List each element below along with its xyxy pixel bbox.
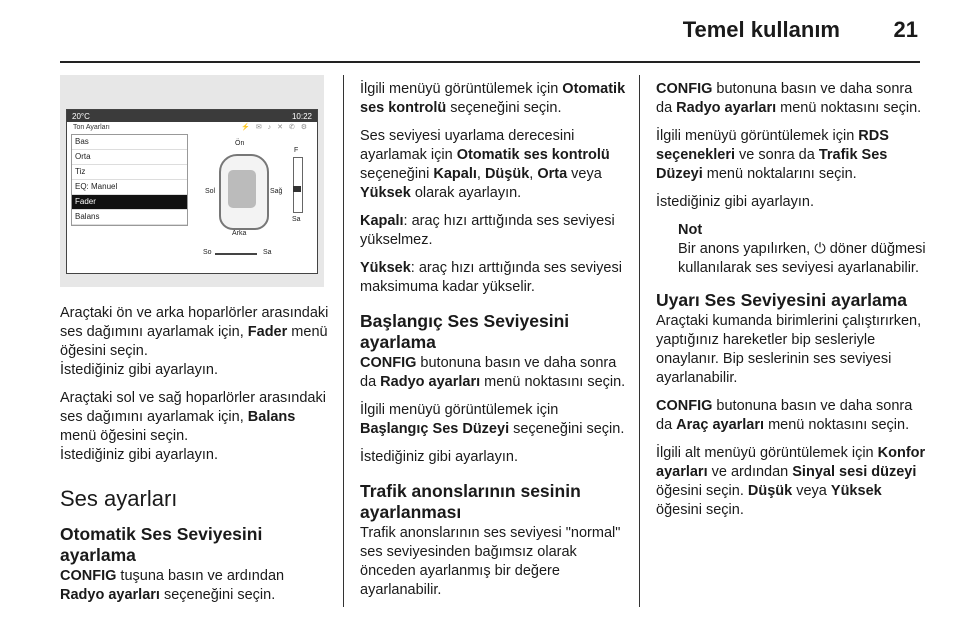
column-2 [360, 80, 628, 609]
subsection-heading: Trafik anonslarının sesinin ayarlanması [360, 481, 581, 522]
right-label: Sağ [270, 188, 283, 195]
status-temperature: 20°C [72, 111, 90, 121]
display-screenshot [60, 75, 324, 287]
status-time: 10:22 [291, 111, 312, 121]
paragraph: İstediğiniz gibi ayarlayın. [656, 194, 814, 210]
page-number: 21 [893, 17, 918, 42]
balance-right-label: Sa [263, 249, 272, 256]
tone-settings-screen [66, 109, 318, 274]
power-knob-icon: ⏻ [814, 241, 826, 257]
balance-left-label: So [203, 249, 212, 256]
paragraph: CONFIG butonuna basın ve daha sonra da Radyo ayarları menü noktasını seçin. [656, 81, 922, 116]
fader-slider[interactable] [293, 157, 303, 213]
paragraph: İlgili alt menüyü görüntülemek için Konfor ayarları ve ardından Sinyal sesi düzeyi öğesini seçin. Düşük veya Yüksek öğesini seçin. [656, 445, 926, 518]
tone-menu [71, 134, 188, 226]
paragraph: Kapalı: araç hızı arttığında ses seviyesi yükselmez. [360, 213, 615, 248]
paragraph: İlgili menüyü görüntülemek için RDS seçenekleri ve sonra da Trafik Ses Düzeyi menü noktalarını seçin. [656, 128, 889, 182]
section-heading: Ses ayarları [60, 486, 178, 511]
fader-rear-label: Sa [292, 216, 301, 223]
subsection-heading: Başlangıç Ses Seviyesini ayarlama [360, 311, 570, 352]
subsection-heading: Uyarı Ses Seviyesini ayarlama [656, 290, 908, 310]
fader-front-label: F [294, 147, 299, 154]
status-icons: ⚡ ✉ ♪ ✕ ✆ ⚙ [241, 124, 309, 131]
paragraph: Trafik anonslarının ses seviyesi "normal" ses seviyesinden bağımsız olarak önceden ayarlanmış bir değere ayarlanabilir. [360, 525, 621, 598]
paragraph: Araçtaki ön ve arka hoparlörler arasındaki ses dağımını ayarlamak için, Fader menü öğesini seçin. İstediğiniz gibi ayarlayın. [60, 305, 329, 378]
subsection-heading: Otomatik Ses Seviyesini ayarlama [60, 524, 263, 565]
paragraph: CONFIG butonuna basın ve daha sonra da Araç ayarları menü noktasını seçin. [656, 398, 913, 433]
paragraph: Araçtaki kumanda birimlerini çalıştırırken, yaptığınız hareketler bip sesleriyle onaylanır. Bip seslerinin ses seviyesi ayarlanabilir. [656, 313, 922, 386]
menu-item-orta[interactable]: Orta [72, 150, 187, 165]
column-1 [60, 304, 330, 614]
menu-item-balans[interactable]: Balans [72, 210, 187, 225]
menu-item-tiz[interactable]: Tiz [72, 165, 187, 180]
paragraph: İlgili menüyü görüntülemek için Başlangıç Ses Düzeyi seçeneğini seçin. [360, 402, 625, 437]
note-box: Not Bir anons yapılırken, ⏻ döner düğmesi kullanılarak ses seviyesi ayarlanabilir. [678, 222, 926, 276]
menu-item-eq[interactable]: EQ: Manuel [72, 180, 187, 195]
column-divider [343, 75, 344, 607]
paragraph: Yüksek: araç hızı arttığında ses seviyesi maksimuma kadar yükselir. [360, 260, 622, 295]
paragraph: Ses seviyesi uyarlama derecesini ayarlamak için Otomatik ses kontrolü seçeneğini Kapalı, Düşük, Orta veya Yüksek olarak ayarlayın. [360, 128, 610, 201]
menu-item-bas[interactable]: Bas [72, 135, 187, 150]
left-label: Sol [205, 188, 216, 195]
note-label: Not [678, 222, 703, 238]
menu-item-fader[interactable]: Fader [72, 195, 187, 210]
balance-slider[interactable] [215, 253, 257, 255]
screen-title: Ton Ayarları [73, 124, 110, 131]
car-icon [219, 154, 269, 230]
paragraph: CONFIG tuşuna basın ve ardından Radyo ayarları seçeneğini seçin. [60, 568, 285, 603]
front-label: Ön [235, 140, 245, 147]
column-divider [639, 75, 640, 607]
paragraph: İstediğiniz gibi ayarlayın. [360, 449, 518, 465]
paragraph: CONFIG butonuna basın ve daha sonra da Radyo ayarları menü noktasını seçin. [360, 355, 626, 390]
paragraph: Araçtaki sol ve sağ hoparlörler arasındaki ses dağımını ayarlamak için, Balans menü öğesini seçin. İstediğiniz gibi ayarlayın. [60, 390, 326, 463]
status-bar [67, 110, 317, 122]
page-header-title: Temel kullanım [682, 17, 840, 42]
rear-label: Arka [232, 230, 247, 237]
column-3 [656, 80, 926, 529]
paragraph: İlgili menüyü görüntülemek için Otomatik ses kontrolü seçeneğini seçin. [360, 81, 626, 116]
fader-knob[interactable] [293, 186, 301, 192]
header-rule [60, 61, 920, 63]
